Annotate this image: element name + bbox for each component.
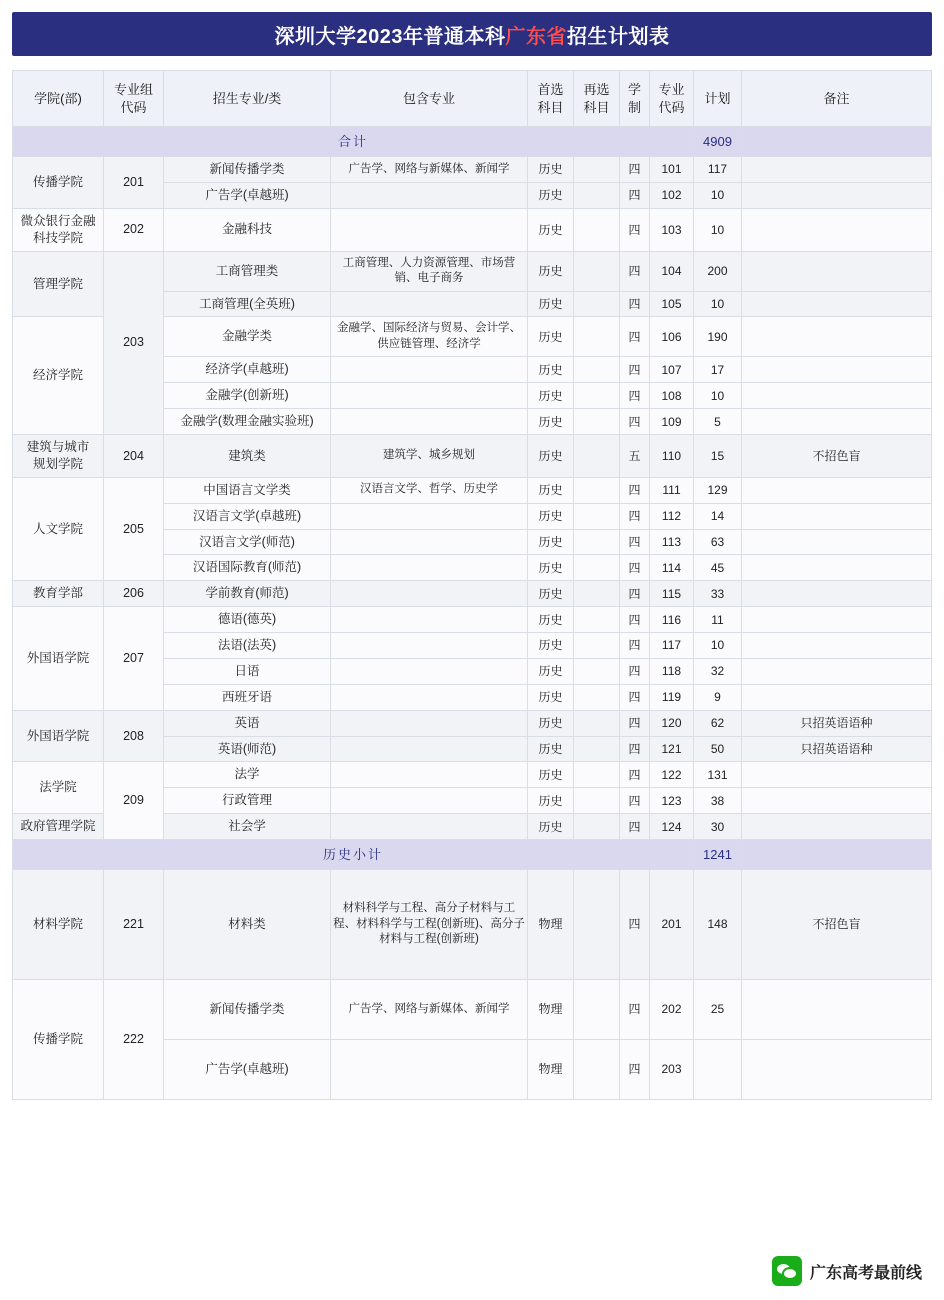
cell-first-subject: 历史 <box>528 684 574 710</box>
cell-include <box>331 736 528 762</box>
cell-major: 学前教育(师范) <box>164 581 331 607</box>
header-first-subject <box>528 71 574 127</box>
header-years-line2: 制 <box>627 99 641 115</box>
cell-second-subject <box>574 555 620 581</box>
cell-plan: 190 <box>694 317 742 357</box>
cell-years: 四 <box>620 409 650 435</box>
cell-major: 金融学(创新班) <box>164 383 331 409</box>
cell-major: 英语(师范) <box>164 736 331 762</box>
cell-include: 工商管理、人力资源管理、市场营销、电子商务 <box>331 251 528 291</box>
cell-years: 四 <box>620 529 650 555</box>
cell-major-code: 122 <box>650 762 694 788</box>
cell-major-code: 124 <box>650 814 694 840</box>
cell-first-subject: 历史 <box>528 503 574 529</box>
cell-years: 四 <box>620 1040 650 1100</box>
cell-include <box>331 182 528 208</box>
total-row-label: 合计 <box>13 127 694 157</box>
cell-plan: 45 <box>694 555 742 581</box>
cell-plan: 10 <box>694 383 742 409</box>
cell-major: 中国语言文学类 <box>164 477 331 503</box>
cell-include <box>331 555 528 581</box>
cell-major-code: 107 <box>650 357 694 383</box>
header-second-subject-line2: 科目 <box>583 99 610 115</box>
cell-note <box>742 581 932 607</box>
cell-major: 广告学(卓越班) <box>164 182 331 208</box>
cell-major-code: 117 <box>650 633 694 659</box>
page-title-prefix: 深圳大学2023年普通本科 <box>274 25 506 48</box>
cell-first-subject: 历史 <box>528 658 574 684</box>
cell-second-subject <box>574 157 620 183</box>
cell-group-code: 203 <box>104 251 164 435</box>
cell-major: 金融科技 <box>164 208 331 251</box>
cell-second-subject <box>574 503 620 529</box>
cell-second-subject <box>574 409 620 435</box>
cell-note <box>742 208 932 251</box>
cell-first-subject: 历史 <box>528 409 574 435</box>
cell-second-subject <box>574 317 620 357</box>
cell-years: 四 <box>620 477 650 503</box>
cell-first-subject: 历史 <box>528 383 574 409</box>
cell-years: 四 <box>620 251 650 291</box>
cell-major: 工商管理类 <box>164 251 331 291</box>
cell-plan: 10 <box>694 291 742 317</box>
cell-group-code: 206 <box>104 581 164 607</box>
cell-include: 广告学、网络与新媒体、新闻学 <box>331 157 528 183</box>
cell-major-code: 109 <box>650 409 694 435</box>
cell-major-code: 201 <box>650 870 694 980</box>
cell-major: 金融学类 <box>164 317 331 357</box>
cell-major-code: 123 <box>650 788 694 814</box>
cell-years: 四 <box>620 182 650 208</box>
cell-second-subject <box>574 980 620 1040</box>
cell-second-subject <box>574 710 620 736</box>
cell-major: 汉语言文学(师范) <box>164 529 331 555</box>
cell-include: 材料科学与工程、高分子材料与工程、材料科学与工程(创新班)、高分子材料与工程(创新班) <box>331 870 528 980</box>
cell-group-code: 202 <box>104 208 164 251</box>
cell-second-subject <box>574 529 620 555</box>
header-include-line1: 包含专业 <box>402 90 455 106</box>
cell-include <box>331 503 528 529</box>
history-subtotal-row <box>13 840 932 870</box>
cell-second-subject <box>574 1040 620 1100</box>
cell-major: 汉语言文学(卓越班) <box>164 503 331 529</box>
cell-group-code: 207 <box>104 607 164 711</box>
cell-note <box>742 684 932 710</box>
cell-years: 四 <box>620 633 650 659</box>
cell-first-subject: 历史 <box>528 555 574 581</box>
cell-college: 经济学院 <box>13 317 104 435</box>
cell-first-subject: 历史 <box>528 317 574 357</box>
cell-major: 法语(法英) <box>164 633 331 659</box>
cell-plan: 25 <box>694 980 742 1040</box>
cell-years: 四 <box>620 157 650 183</box>
header-plan <box>694 71 742 127</box>
cell-include: 汉语言文学、哲学、历史学 <box>331 477 528 503</box>
history-subtotal-row-plan: 1241 <box>694 840 742 870</box>
cell-years: 四 <box>620 788 650 814</box>
cell-years: 四 <box>620 658 650 684</box>
cell-first-subject: 历史 <box>528 607 574 633</box>
cell-group-code: 205 <box>104 477 164 581</box>
cell-note <box>742 607 932 633</box>
cell-major: 金融学(数理金融实验班) <box>164 409 331 435</box>
cell-major: 建筑类 <box>164 435 331 478</box>
cell-years: 五 <box>620 435 650 478</box>
cell-first-subject: 历史 <box>528 736 574 762</box>
table-row <box>13 870 932 980</box>
cell-first-subject: 历史 <box>528 762 574 788</box>
cell-note: 不招色盲 <box>742 435 932 478</box>
watermark <box>766 1252 928 1290</box>
cell-include <box>331 762 528 788</box>
cell-first-subject: 历史 <box>528 477 574 503</box>
cell-plan: 15 <box>694 435 742 478</box>
cell-note: 只招英语语种 <box>742 736 932 762</box>
cell-include <box>331 658 528 684</box>
cell-note <box>742 383 932 409</box>
header-second-subject-line1: 再选 <box>583 81 610 97</box>
cell-major-code: 111 <box>650 477 694 503</box>
cell-group-code: 204 <box>104 435 164 478</box>
cell-second-subject <box>574 182 620 208</box>
cell-major-code: 118 <box>650 658 694 684</box>
cell-college: 微众银行金融 科技学院 <box>13 208 104 251</box>
cell-include <box>331 710 528 736</box>
cell-years: 四 <box>620 762 650 788</box>
cell-second-subject <box>574 435 620 478</box>
cell-note <box>742 291 932 317</box>
cell-major-code: 102 <box>650 182 694 208</box>
cell-include: 广告学、网络与新媒体、新闻学 <box>331 980 528 1040</box>
cell-first-subject: 历史 <box>528 208 574 251</box>
table-row <box>13 251 932 291</box>
cell-first-subject: 历史 <box>528 581 574 607</box>
cell-plan: 33 <box>694 581 742 607</box>
cell-note <box>742 182 932 208</box>
cell-note <box>742 503 932 529</box>
cell-years: 四 <box>620 736 650 762</box>
cell-major-code: 112 <box>650 503 694 529</box>
cell-years: 四 <box>620 503 650 529</box>
table-row <box>13 607 932 633</box>
cell-plan: 10 <box>694 208 742 251</box>
header-group-code-line1: 专业组 <box>113 81 153 97</box>
header-second-subject <box>574 71 620 127</box>
table-row <box>13 157 932 183</box>
table-row <box>13 581 932 607</box>
cell-major-code: 113 <box>650 529 694 555</box>
cell-college: 外国语学院 <box>13 607 104 711</box>
cell-major: 德语(德英) <box>164 607 331 633</box>
page-title <box>275 20 670 49</box>
cell-include <box>331 1040 528 1100</box>
table-row <box>13 980 932 1040</box>
cell-first-subject: 历史 <box>528 633 574 659</box>
cell-plan: 63 <box>694 529 742 555</box>
cell-plan: 148 <box>694 870 742 980</box>
cell-first-subject: 历史 <box>528 710 574 736</box>
history-subtotal-row-note <box>742 840 932 870</box>
cell-note: 不招色盲 <box>742 870 932 980</box>
cell-second-subject <box>574 581 620 607</box>
table-header <box>13 71 932 127</box>
cell-major: 汉语国际教育(师范) <box>164 555 331 581</box>
cell-college: 传播学院 <box>13 980 104 1100</box>
cell-major-code: 108 <box>650 383 694 409</box>
cell-college: 建筑与城市 规划学院 <box>13 435 104 478</box>
cell-note <box>742 409 932 435</box>
table-row <box>13 435 932 478</box>
table-row <box>13 477 932 503</box>
cell-major-code: 114 <box>650 555 694 581</box>
cell-major: 广告学(卓越班) <box>164 1040 331 1100</box>
cell-second-subject <box>574 607 620 633</box>
cell-major-code: 202 <box>650 980 694 1040</box>
cell-plan: 200 <box>694 251 742 291</box>
cell-years: 四 <box>620 684 650 710</box>
cell-years: 四 <box>620 357 650 383</box>
cell-plan <box>694 1040 742 1100</box>
admission-plan-table <box>12 70 932 1100</box>
header-major-code-line1: 专业 <box>658 81 685 97</box>
header-major <box>164 71 331 127</box>
cell-major-code: 110 <box>650 435 694 478</box>
header-include <box>331 71 528 127</box>
cell-first-subject: 历史 <box>528 788 574 814</box>
header-college <box>13 71 104 127</box>
table-row <box>13 208 932 251</box>
cell-second-subject <box>574 251 620 291</box>
cell-include: 金融学、国际经济与贸易、会计学、供应链管理、经济学 <box>331 317 528 357</box>
cell-plan: 11 <box>694 607 742 633</box>
header-row <box>13 71 932 127</box>
cell-plan: 129 <box>694 477 742 503</box>
cell-plan: 62 <box>694 710 742 736</box>
cell-college: 传播学院 <box>13 157 104 209</box>
cell-major: 行政管理 <box>164 788 331 814</box>
cell-include <box>331 684 528 710</box>
cell-years: 四 <box>620 581 650 607</box>
cell-second-subject <box>574 684 620 710</box>
cell-second-subject <box>574 357 620 383</box>
cell-major-code: 103 <box>650 208 694 251</box>
cell-major-code: 105 <box>650 291 694 317</box>
cell-plan: 17 <box>694 357 742 383</box>
cell-major-code: 116 <box>650 607 694 633</box>
watermark-text: 广东高考最前线 <box>809 1264 922 1282</box>
cell-college: 政府管理学院 <box>13 814 104 840</box>
cell-note <box>742 157 932 183</box>
cell-plan: 131 <box>694 762 742 788</box>
cell-major-code: 121 <box>650 736 694 762</box>
cell-group-code: 201 <box>104 157 164 209</box>
cell-note <box>742 658 932 684</box>
cell-note <box>742 762 932 788</box>
cell-plan: 9 <box>694 684 742 710</box>
cell-major: 经济学(卓越班) <box>164 357 331 383</box>
cell-note <box>742 357 932 383</box>
header-first-subject-line1: 首选 <box>537 81 564 97</box>
cell-years: 四 <box>620 208 650 251</box>
cell-plan: 10 <box>694 633 742 659</box>
cell-plan: 5 <box>694 409 742 435</box>
cell-second-subject <box>574 788 620 814</box>
total-row <box>13 127 932 157</box>
cell-second-subject <box>574 477 620 503</box>
cell-note <box>742 814 932 840</box>
cell-second-subject <box>574 633 620 659</box>
table-body <box>13 127 932 1100</box>
cell-note: 只招英语语种 <box>742 710 932 736</box>
cell-include <box>331 788 528 814</box>
cell-years: 四 <box>620 980 650 1040</box>
cell-major-code: 106 <box>650 317 694 357</box>
cell-first-subject: 历史 <box>528 814 574 840</box>
cell-note <box>742 1040 932 1100</box>
cell-note <box>742 529 932 555</box>
cell-plan: 10 <box>694 182 742 208</box>
cell-note <box>742 251 932 291</box>
cell-first-subject: 物理 <box>528 870 574 980</box>
cell-include <box>331 291 528 317</box>
cell-college: 管理学院 <box>13 251 104 317</box>
cell-years: 四 <box>620 555 650 581</box>
cell-include <box>331 581 528 607</box>
header-major-line1: 招生专业/类 <box>212 90 282 106</box>
cell-note <box>742 788 932 814</box>
header-group-code-line2: 代码 <box>120 99 147 115</box>
cell-major: 新闻传播学类 <box>164 157 331 183</box>
cell-second-subject <box>574 208 620 251</box>
cell-first-subject: 物理 <box>528 980 574 1040</box>
history-subtotal-row-label: 历史小计 <box>13 840 694 870</box>
cell-first-subject: 历史 <box>528 529 574 555</box>
total-row-plan: 4909 <box>694 127 742 157</box>
cell-first-subject: 历史 <box>528 357 574 383</box>
cell-major-code: 119 <box>650 684 694 710</box>
cell-include <box>331 208 528 251</box>
page-title-suffix: 招生计划表 <box>567 25 670 48</box>
cell-major: 英语 <box>164 710 331 736</box>
cell-first-subject: 历史 <box>528 435 574 478</box>
cell-second-subject <box>574 291 620 317</box>
cell-major: 材料类 <box>164 870 331 980</box>
cell-plan: 14 <box>694 503 742 529</box>
cell-include <box>331 529 528 555</box>
cell-major: 工商管理(全英班) <box>164 291 331 317</box>
cell-second-subject <box>574 658 620 684</box>
cell-college: 法学院 <box>13 762 104 814</box>
cell-first-subject: 历史 <box>528 157 574 183</box>
cell-second-subject <box>574 814 620 840</box>
cell-include <box>331 633 528 659</box>
cell-first-subject: 物理 <box>528 1040 574 1100</box>
cell-plan: 117 <box>694 157 742 183</box>
cell-major: 法学 <box>164 762 331 788</box>
header-note <box>742 71 932 127</box>
header-major-code <box>650 71 694 127</box>
cell-years: 四 <box>620 607 650 633</box>
cell-major-code: 101 <box>650 157 694 183</box>
cell-include <box>331 607 528 633</box>
cell-major-code: 120 <box>650 710 694 736</box>
cell-group-code: 209 <box>104 762 164 840</box>
page-title-highlight: 广东省 <box>505 25 567 48</box>
cell-first-subject: 历史 <box>528 291 574 317</box>
total-row-note <box>742 127 932 157</box>
cell-include <box>331 814 528 840</box>
header-major-code-line2: 代码 <box>658 99 685 115</box>
cell-group-code: 222 <box>104 980 164 1100</box>
cell-include <box>331 383 528 409</box>
page-title-bar <box>12 12 932 56</box>
cell-years: 四 <box>620 291 650 317</box>
cell-group-code: 208 <box>104 710 164 762</box>
header-years-line1: 学 <box>627 81 641 97</box>
cell-major-code: 203 <box>650 1040 694 1100</box>
cell-group-code: 221 <box>104 870 164 980</box>
cell-college: 外国语学院 <box>13 710 104 762</box>
header-group-code <box>104 71 164 127</box>
table-row <box>13 762 932 788</box>
cell-major: 新闻传播学类 <box>164 980 331 1040</box>
cell-first-subject: 历史 <box>528 251 574 291</box>
cell-include <box>331 357 528 383</box>
cell-plan: 50 <box>694 736 742 762</box>
cell-years: 四 <box>620 710 650 736</box>
cell-years: 四 <box>620 383 650 409</box>
cell-major-code: 104 <box>650 251 694 291</box>
cell-second-subject <box>574 762 620 788</box>
cell-major: 日语 <box>164 658 331 684</box>
cell-second-subject <box>574 870 620 980</box>
cell-college: 人文学院 <box>13 477 104 581</box>
cell-college: 教育学部 <box>13 581 104 607</box>
cell-note <box>742 980 932 1040</box>
cell-years: 四 <box>620 317 650 357</box>
cell-note <box>742 555 932 581</box>
cell-note <box>742 317 932 357</box>
cell-note <box>742 633 932 659</box>
header-plan-line1: 计划 <box>704 90 731 106</box>
cell-years: 四 <box>620 814 650 840</box>
cell-first-subject: 历史 <box>528 182 574 208</box>
cell-include: 建筑学、城乡规划 <box>331 435 528 478</box>
cell-plan: 30 <box>694 814 742 840</box>
cell-note <box>742 477 932 503</box>
header-years <box>620 71 650 127</box>
cell-years: 四 <box>620 870 650 980</box>
wechat-logo-icon <box>772 1256 802 1286</box>
cell-major-code: 115 <box>650 581 694 607</box>
header-note-line1: 备注 <box>823 90 850 106</box>
cell-second-subject <box>574 383 620 409</box>
cell-second-subject <box>574 736 620 762</box>
cell-major: 西班牙语 <box>164 684 331 710</box>
cell-include <box>331 409 528 435</box>
cell-plan: 32 <box>694 658 742 684</box>
cell-major: 社会学 <box>164 814 331 840</box>
header-college-line1: 学院(部) <box>34 90 82 106</box>
table-row <box>13 710 932 736</box>
header-first-subject-line2: 科目 <box>537 99 564 115</box>
cell-plan: 38 <box>694 788 742 814</box>
cell-college: 材料学院 <box>13 870 104 980</box>
page-root <box>0 12 944 1300</box>
